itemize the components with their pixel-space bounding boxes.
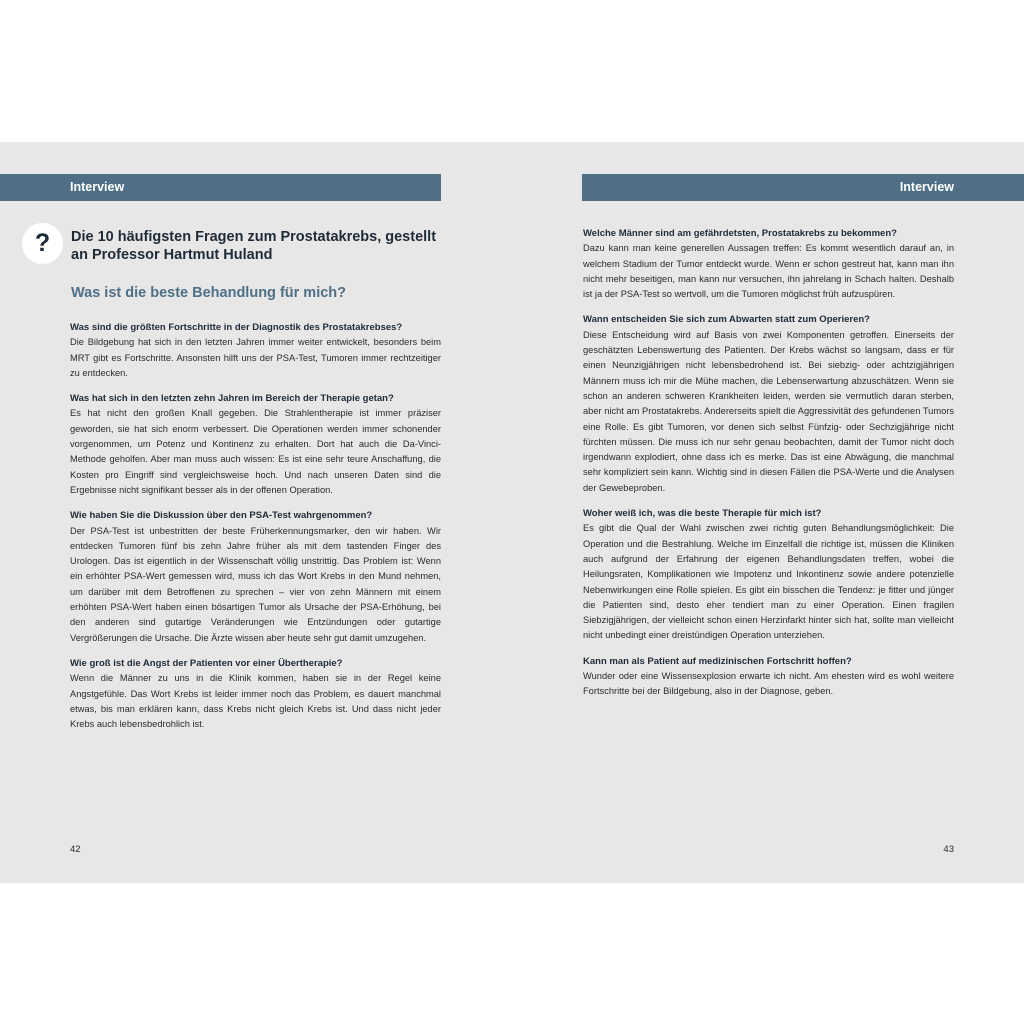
header-bar-left: Interview (0, 174, 441, 201)
right-text-column (583, 226, 954, 710)
qa-block (583, 226, 954, 302)
interview-question: Wie haben Sie die Diskussion über den PSA-Test wahrgenommen? (70, 510, 373, 522)
interview-question: Kann man als Patient auf medizinischen Fortschritt hoffen? (583, 655, 852, 667)
page-title: Die 10 häufigsten Fragen zum Prostatakrebs, gestellt an Professor Hartmut Huland (71, 229, 437, 263)
interview-answer: Es gibt die Qual der Wahl zwischen zwei richtig guten Behandlungsmöglichkeit: Die Operation und die Bestrahlung. Welche im Einzelfall die richtige ist, müssen die Kliniken auch aufgrund der Erfahrung der eigenen Behandlungsdaten treffen, wobei die Heilungsraten, Komplikationen wie Impotenz und Inkontinenz sowie andere potenzielle Nebenwirkungen eine Rolle spielen. Es gibt ein bisschen die Tendenz: je fitter und jünger die Patienten sind, desto eher tendiert man zu einer Operation. Einen fragilen Siebzigjährigen, der vielleicht schon einen Herzinfarkt hinter sich hat, sollte man vielleicht nicht unbedingt einer dreistündigen Operation unterziehen. (583, 523, 954, 641)
page-number: 43 (943, 844, 954, 855)
question-mark-icon: ? (22, 223, 63, 264)
section-title: Was ist die beste Behandlung für mich? (71, 285, 346, 301)
right-page (512, 142, 1024, 883)
interview-answer: Diese Entscheidung wird auf Basis von zwei Komponenten getroffen. Einerseits der geschätzten Lebenswertung des Patienten. Der Krebs wächst so langsam, dass er für einen Neunzigjährigen nicht lebensbedrohend ist. Bei siebzig- oder achtzigjährigen Männern muss ich mir die Mühe machen, die Lebenserwartung abzuschätzen. Wenn sie schon an anderen schweren Krankheiten leiden, werden sie vermutlich daran sterben, aber nicht am Prostatakrebs. Andererseits spielt die Aggressivität des gefundenen Tumors eine Rolle. Es gibt Tumoren, vor denen sich selbst Fünfzig- oder Sechzigjährige nicht fürchten müssen. Die muss ich nur sehr genau beobachten, damit der Tumor nicht doch irgendwann explodiert, ohne dass ich es merke. Das ist eine Abwägung, die manchmal sehr kompliziert sein kann. Wichtig sind in diesen Fällen die PSA-Werte und die Analysen der Gewebeproben. (583, 329, 954, 493)
left-page (0, 142, 512, 883)
interview-answer: Der PSA-Test ist unbestritten der beste Früherkennungsmarker, den wir haben. Wir entdecken Tumoren fünf bis zehn Jahre früher als mit dem tastenden Finger des Urologen. Das ist eigentlich in der Wissenschaft völlig unstrittig. Das Problem ist: Wenn ein erhöhter PSA-Wert gemessen wird, muss ich das Wort Krebs in den Mund nehmen, um darüber mit dem Betroffenen zu sprechen – vier von zehn Männern mit einem erhöhten PSA-Wert haben einen bösartigen Tumor als Ursache der PSA-Erhöhung, bei den anderen sind gutartige Veränderungen wie Entzündungen oder gutartige Vergrößerungen die Ursache. Die Ärzte wissen aber heute sehr gut damit umzugehen. (70, 525, 441, 643)
qa-block (70, 391, 441, 498)
interview-question: Wann entscheiden Sie sich zum Abwarten statt zum Operieren? (583, 314, 870, 326)
interview-answer: Es hat nicht den großen Knall gegeben. Die Strahlentherapie ist immer präziser geworden, sie hat sich enorm verbessert. Die Operationen werden immer schonender vorgenommen, um Potenz und Kontinenz zu erhalten. Dort hat auch die Da-Vinci-Methode geholfen. Aber man muss auch wissen: Es ist eine sehr teure Anschaffung, die Kosten pro Eingriff sind vergleichsweise hoch. Und nach unseren Daten sind die Ergebnisse nicht signifikant besser als in der offenen Operation. (70, 408, 441, 495)
interview-answer: Wenn die Männer zu uns in die Klinik kommen, haben sie in der Regel keine Angstgefühle. Das Wort Krebs ist leider immer noch das Problem, es dauert manchmal etwas, bis man erklären kann, dass Krebs nicht gleich Krebs ist. Und dass nicht jeder Krebs auch lebensbedrohlich ist. (70, 673, 441, 730)
qa-block (583, 312, 954, 496)
qa-block (70, 320, 441, 381)
qa-block (70, 656, 441, 732)
qa-block (583, 506, 954, 644)
interview-answer: Die Bildgebung hat sich in den letzten Jahren immer weiter entwickelt, besonders beim MRT gibt es Fortschritte. Ansonsten hilft uns der PSA-Test, Tumoren immer rechtzeitiger zu entdecken. (70, 337, 441, 378)
left-text-column (70, 320, 441, 742)
interview-question: Was sind die größten Fortschritte in der Diagnostik des Prostatakrebses? (70, 322, 403, 333)
interview-question: Wie groß ist die Angst der Patienten vor einer Übertherapie? (70, 657, 343, 669)
interview-answer: Dazu kann man keine generellen Aussagen treffen: Es kommt wesentlich darauf an, in welchem Stadium der Tumor entdeckt wurde. Wenn er schon gestreut hat, kann man ihn nicht mehr beseitigen, man kann nur versuchen, ihn jahrelang in Schach halten. Deshalb ist ja der PSA-Test so wertvoll, um die Tumoren möglichst früh aufzuspüren. (583, 243, 954, 300)
book-spread (0, 142, 1024, 883)
interview-question: Was hat sich in den letzten zehn Jahren im Bereich der Therapie getan? (70, 393, 394, 405)
qa-block (583, 654, 954, 700)
page-number: 42 (70, 844, 81, 855)
interview-question: Woher weiß ich, was die beste Therapie für mich ist? (583, 508, 822, 520)
interview-question: Welche Männer sind am gefährdetsten, Prostatakrebs zu bekommen? (583, 228, 897, 239)
header-bar-right: Interview (582, 174, 1024, 201)
interview-answer: Wunder oder eine Wissensexplosion erwarte ich nicht. Am ehesten wird es wohl weitere Fortschritte bei der Bildgebung, also in der Diagnose, geben. (583, 671, 954, 697)
qa-block (70, 508, 441, 646)
